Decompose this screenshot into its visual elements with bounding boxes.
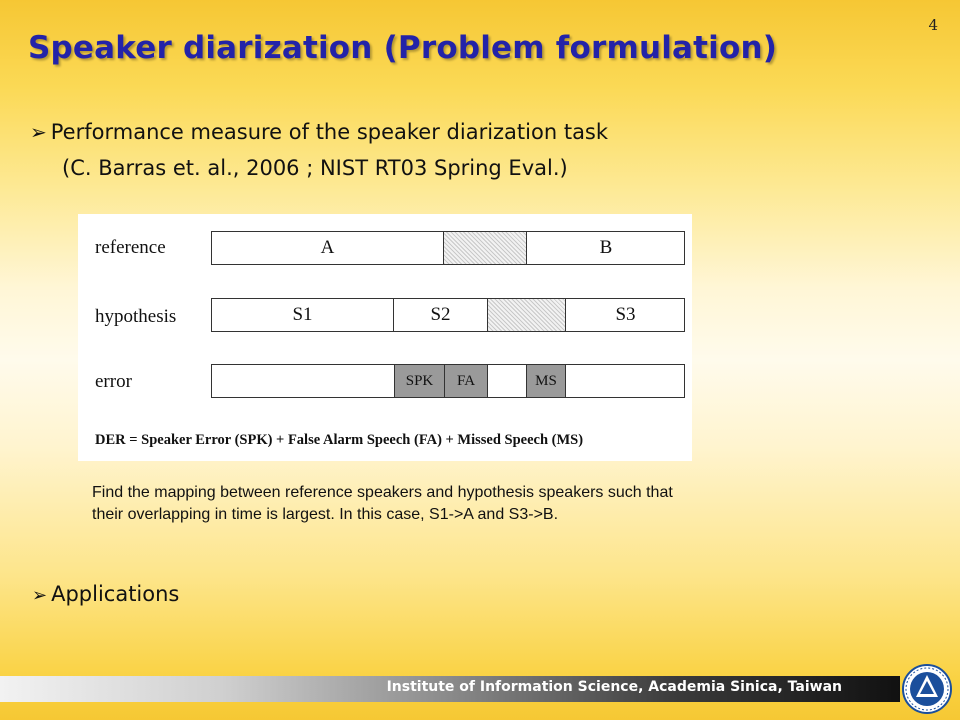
arrow-bullet-icon: ➢ [32, 585, 48, 606]
hypothesis-track [211, 298, 685, 332]
bullet-citation: (C. Barras et. al., 2006 ; NIST RT03 Spring Eval.) [62, 156, 568, 180]
hypothesis-segment-s2: S2 [430, 304, 451, 325]
bullet-text: Performance measure of the speaker diarization task [50, 120, 609, 144]
bullet-text: Applications [51, 582, 180, 606]
bullet-applications [32, 582, 179, 606]
error-spk: SPK [394, 365, 445, 397]
reference-segment-a: A [320, 237, 335, 258]
arrow-bullet-icon: ➢ [30, 120, 47, 144]
der-formula: DER = Speaker Error (SPK) + False Alarm Speech (FA) + Missed Speech (MS) [95, 432, 584, 448]
slide-title: Speaker diarization (Problem formulation) [28, 30, 778, 66]
hypothesis-label: hypothesis [95, 306, 177, 327]
error-ms: MS [526, 365, 566, 397]
hypothesis-overlap-hatch [487, 299, 566, 331]
page-number: 4 [928, 16, 938, 34]
reference-track [211, 231, 685, 265]
mapping-note-line-2: their overlapping in time is largest. In this case, S1->A and S3->B. [92, 506, 559, 523]
bullet-performance-measure [30, 120, 608, 144]
hypothesis-segment-s1: S1 [212, 299, 394, 331]
reference-segment-b: B [599, 237, 613, 258]
der-diagram [78, 214, 692, 461]
mapping-note [92, 482, 892, 526]
error-label: error [95, 371, 132, 392]
footer-bar [0, 676, 900, 702]
error-track [211, 364, 685, 398]
footer-institute: Institute of Information Science, Academia Sinica, Taiwan [386, 679, 842, 695]
reference-overlap-hatch [443, 232, 527, 264]
institute-logo-icon [902, 664, 952, 714]
mapping-note-line-1: Find the mapping between reference speakers and hypothesis speakers such that [92, 484, 673, 501]
error-fa: FA [444, 365, 488, 397]
hypothesis-segment-s3: S3 [615, 304, 636, 325]
reference-label: reference [95, 237, 166, 258]
